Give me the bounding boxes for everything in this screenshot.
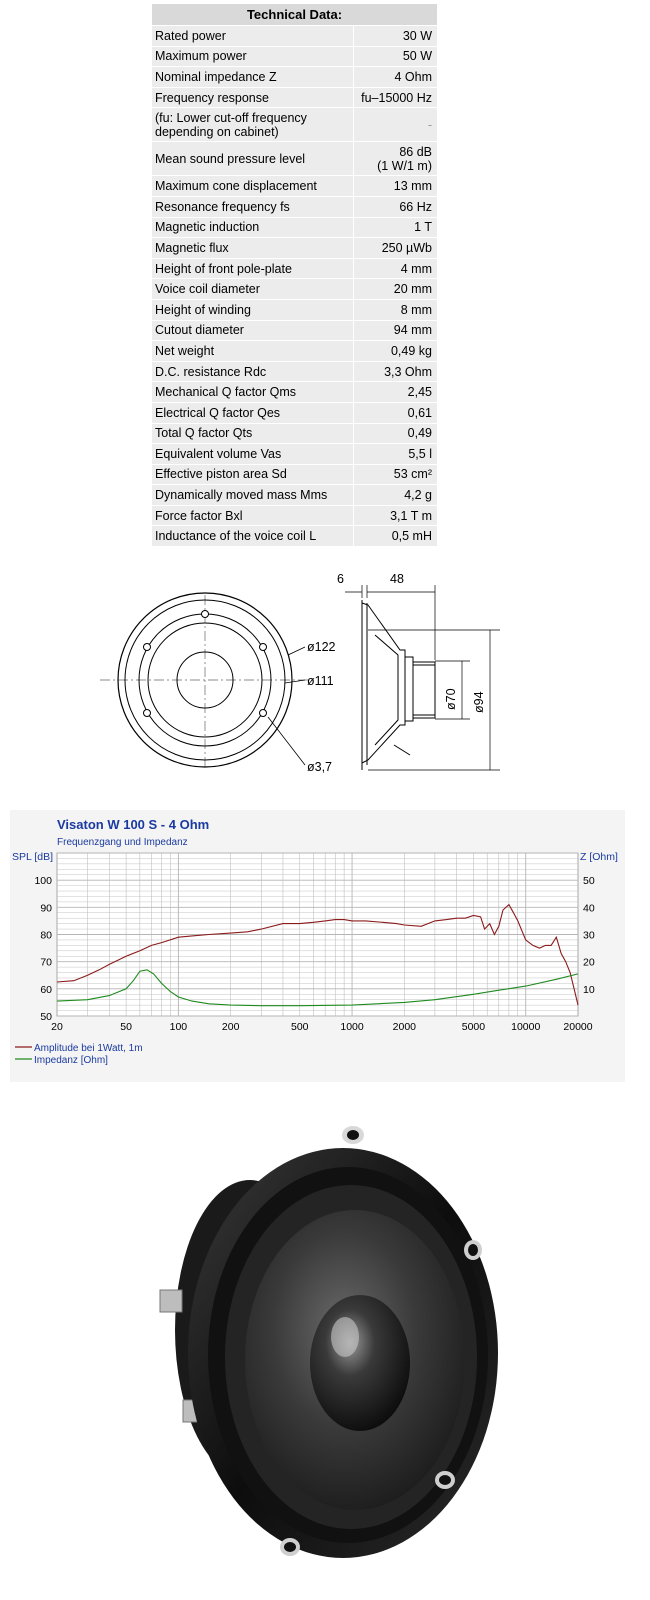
y-axis-label: SPL [dB] xyxy=(12,851,54,863)
row-value: 2,45 xyxy=(354,382,438,403)
chart-subtitle: Frequenzgang und Impedanz xyxy=(57,837,188,848)
table-header: Technical Data: xyxy=(152,4,438,26)
row-value: 8 mm xyxy=(354,300,438,321)
table-row xyxy=(152,341,438,362)
row-label: Voice coil diameter xyxy=(152,279,354,300)
row-label: Frequency response xyxy=(152,88,354,109)
x-tick-label: 1000 xyxy=(340,1021,364,1033)
x-tick-label: 20 xyxy=(51,1021,63,1033)
row-value: 30 W xyxy=(354,26,438,47)
y2-tick-label: 30 xyxy=(583,929,595,942)
row-label: Dynamically moved mass Mms xyxy=(152,485,354,506)
table-row xyxy=(152,176,438,197)
dimension-drawing xyxy=(100,565,520,790)
row-label: Height of front pole-plate xyxy=(152,259,354,280)
row-value: 66 Hz xyxy=(354,197,438,218)
table-row xyxy=(152,47,438,68)
y-tick-label: 60 xyxy=(40,983,52,996)
table-row xyxy=(152,279,438,300)
row-label: Magnetic induction xyxy=(152,218,354,239)
row-label: (fu: Lower cut-off frequency depending on cabinet) xyxy=(152,108,354,142)
row-label: Nominal impedance Z xyxy=(152,67,354,88)
dim-dia-3-7: ø3,7 xyxy=(307,760,333,774)
table-row xyxy=(152,382,438,403)
table-row xyxy=(152,485,438,506)
table-row xyxy=(152,465,438,486)
y-tick-label: 100 xyxy=(34,875,52,888)
dim-dia-111: ø111 xyxy=(307,674,334,688)
side-view xyxy=(345,585,500,770)
table-row xyxy=(152,26,438,47)
row-label: Resonance frequency fs xyxy=(152,197,354,218)
row-label: Cutout diameter xyxy=(152,321,354,342)
row-value: 0,49 kg xyxy=(354,341,438,362)
row-label: Equivalent volume Vas xyxy=(152,444,354,465)
table-row xyxy=(152,506,438,527)
table-row xyxy=(152,88,438,109)
table-row xyxy=(152,238,438,259)
row-value: 0,61 xyxy=(354,403,438,424)
row-label: Height of winding xyxy=(152,300,354,321)
y2-tick-label: 40 xyxy=(583,902,595,915)
y-tick-label: 50 xyxy=(40,1011,52,1023)
x-tick-label: 10000 xyxy=(511,1021,541,1033)
table-row xyxy=(152,362,438,383)
row-label: Maximum power xyxy=(152,47,354,68)
dim-depth-6: 6 xyxy=(337,572,344,586)
row-value: 1 T xyxy=(354,218,438,239)
row-value: 86 dB (1 W/1 m) xyxy=(354,142,438,176)
dim-depth-48: 48 xyxy=(390,572,404,586)
technical-data-table xyxy=(152,4,438,547)
speaker-photo xyxy=(155,1115,505,1567)
row-value: 50 W xyxy=(354,47,438,68)
table-row xyxy=(152,108,438,142)
speaker-image xyxy=(160,1126,498,1558)
row-value: 3,3 Ohm xyxy=(354,362,438,383)
row-label: Total Q factor Qts xyxy=(152,424,354,445)
x-tick-label: 100 xyxy=(169,1021,188,1033)
y-tick-label: 70 xyxy=(40,956,52,969)
row-label: D.C. resistance Rdc xyxy=(152,362,354,383)
y-tick-label: 90 xyxy=(40,902,52,915)
front-view xyxy=(100,593,315,770)
table-row xyxy=(152,142,438,176)
table-row xyxy=(152,67,438,88)
x-tick-label: 5000 xyxy=(461,1021,486,1033)
row-value: 0,49 xyxy=(354,424,438,445)
row-label: Effective piston area Sd xyxy=(152,465,354,486)
row-label: Electrical Q factor Qes xyxy=(152,403,354,424)
chart-title: Visaton W 100 S - 4 Ohm xyxy=(57,817,210,832)
table-row xyxy=(152,197,438,218)
y2-tick-label: 10 xyxy=(583,983,595,996)
row-value: 5,5 l xyxy=(354,444,438,465)
dim-dia-122: ø122 xyxy=(307,640,336,654)
row-value: 250 µWb xyxy=(354,238,438,259)
row-label: Inductance of the voice coil L xyxy=(152,526,354,547)
x-tick-label: 200 xyxy=(221,1021,240,1033)
row-value: 94 mm xyxy=(354,321,438,342)
y2-tick-label: 50 xyxy=(583,875,595,888)
row-label: Rated power xyxy=(152,26,354,47)
row-value: 4,2 g xyxy=(354,485,438,506)
table-row xyxy=(152,321,438,342)
table-row xyxy=(152,218,438,239)
row-value: 0,5 mH xyxy=(354,526,438,547)
y2-axis-label: Z [Ohm] xyxy=(580,851,618,863)
row-value: - xyxy=(354,108,438,142)
row-value: 20 mm xyxy=(354,279,438,300)
x-tick-label: 500 xyxy=(291,1021,309,1033)
row-label: Magnetic flux xyxy=(152,238,354,259)
dim-dia-94: ø94 xyxy=(472,691,486,713)
table-row xyxy=(152,403,438,424)
table-row xyxy=(152,444,438,465)
row-label: Maximum cone displacement xyxy=(152,176,354,197)
x-tick-label: 20000 xyxy=(563,1021,593,1033)
row-value: 3,1 T m xyxy=(354,506,438,527)
row-value: 4 mm xyxy=(354,259,438,280)
frequency-response-chart xyxy=(10,810,625,1082)
table-row xyxy=(152,526,438,547)
row-value: fu–15000 Hz xyxy=(354,88,438,109)
x-tick-label: 50 xyxy=(120,1021,132,1033)
table-row xyxy=(152,424,438,445)
y2-tick-label: 20 xyxy=(583,956,595,969)
table-row xyxy=(152,300,438,321)
row-value: 53 cm² xyxy=(354,465,438,486)
row-label: Mean sound pressure level xyxy=(152,142,354,176)
y-tick-label: 80 xyxy=(40,929,52,942)
legend-label-amplitude: Amplitude bei 1Watt, 1m xyxy=(34,1043,143,1054)
x-tick-label: 2000 xyxy=(392,1021,417,1033)
row-value: 13 mm xyxy=(354,176,438,197)
table-row xyxy=(152,259,438,280)
legend-label-impedance: Impedanz [Ohm] xyxy=(34,1055,108,1066)
dim-dia-70: ø70 xyxy=(444,688,458,710)
row-label: Force factor Bxl xyxy=(152,506,354,527)
row-label: Net weight xyxy=(152,341,354,362)
row-value: 4 Ohm xyxy=(354,67,438,88)
row-label: Mechanical Q factor Qms xyxy=(152,382,354,403)
